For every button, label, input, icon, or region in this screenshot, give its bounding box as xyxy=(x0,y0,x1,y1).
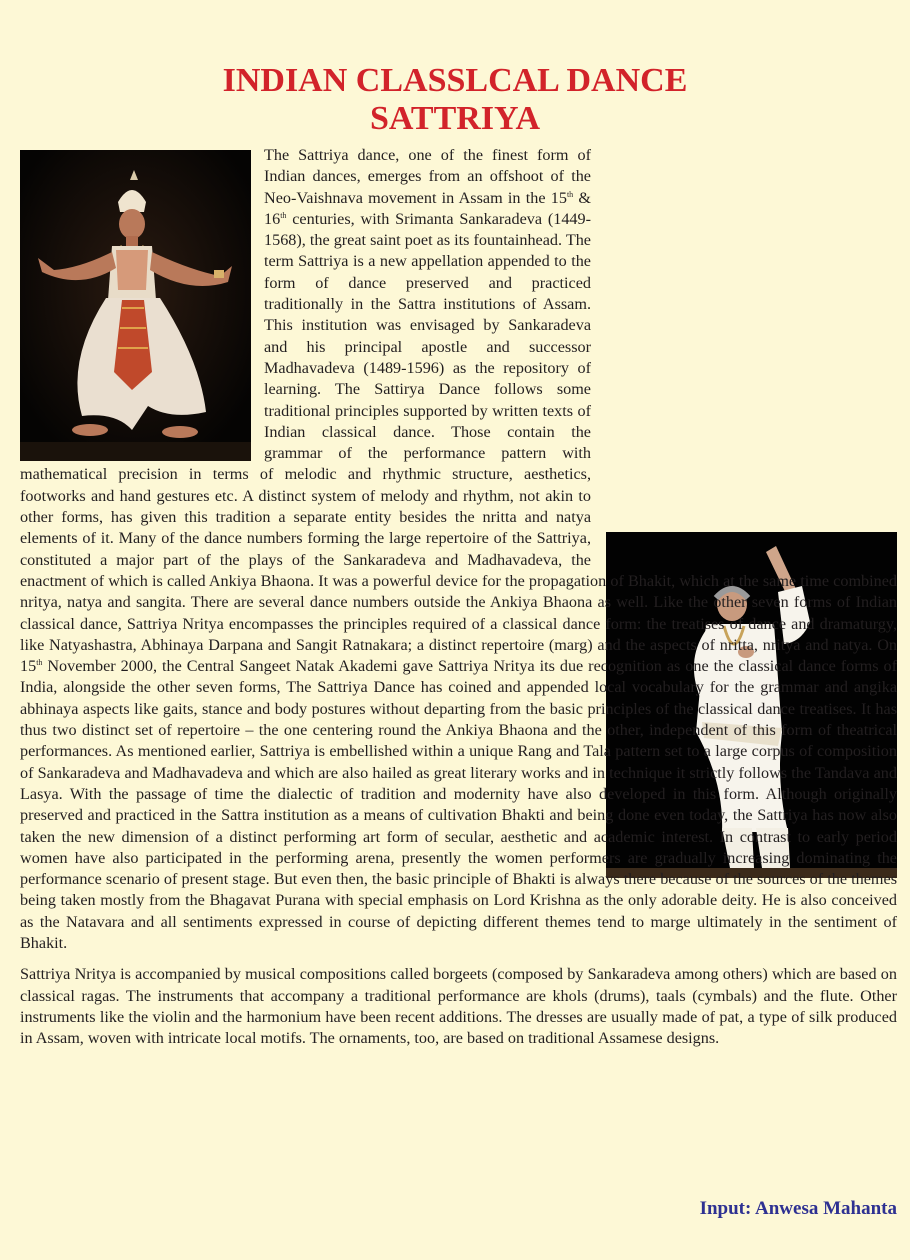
superscript-th: th xyxy=(280,210,287,220)
page-title xyxy=(0,62,910,138)
author-credit: Input: Anwesa Mahanta xyxy=(699,1198,897,1219)
title-line-2: SATTRIYA xyxy=(369,100,541,137)
p1-seg-0: The Sattriya dance, one of the finest form of Indian dances, emerges from an offshoot of the Neo-Vaishnava movement in Assam in the 15 xyxy=(264,146,591,207)
photo-spacer-right xyxy=(591,191,897,553)
paragraph-2: Sattriya Nritya is accompanied by musical compositions called borgeets (composed by Sankaradeva among others) which are based on classical ragas. The instruments that accompany a traditional performance are khols (drums), taals (cymbals) and the flute. Other instruments like the violin and the harmonium have been recent additions. The dresses are usually made of pat, a type of silk produced in Assam, woven with intricate local motifs. The ornaments, too, are based on traditional Assamese designs. xyxy=(20,965,897,1048)
title-line-1: INDIAN CLASSLCAL DANCE xyxy=(222,62,688,99)
p1-seg-4: centuries, with Srimanta Sankaradeva (1449-1568), the great saint poet as its fountainhead. The term Sattriya is a new appellation appended to the form of dance preserved and practiced traditionally in the Sattra institutions of Assam. This institution was envisaged by Sankaradeva and his principal apostle and successor Madhavadeva (1489-1596) as the repository of learning. The Sattirya Dance follows some traditional principles supported by written texts of Indian classical dance. Those contain the grammar of the performance pattern with mathematical precision in terms of melodic and rhythmic structure, aesthetics, footworks and hand gestures etc. A distinct system of melody and rhythm, not akin to other forms, has given this tradition a separate entity besides the nritta and natya elements of it. Many of the dance numbers forming the large repertoire of the Sattriya, constituted a major part of the plays of the Sankaradeva and Madhavadeva, the enactment of which is called Ankiya Bhaona. It was a powerful device for the propagation of Bhakit, which at the same time combined nritya, natya and sangita. There are several dance numbers outside the Ankiya Bhaona as well. Like the other seven forms of Indian classical dance, Sattriya Nritya encompasses the principles required of a classical dance form: the treatises of dance and dramaturgy, like Natyashastra, Abhinaya Darpana and Sangit Ratnakara; a distinct repertoire (marg) and the aspects of nritta, nritya and natya. On 15 xyxy=(20,209,897,676)
superscript-th: th xyxy=(566,189,574,199)
p1-seg-6: November 2000, the Central Sangeet Natak Akademi gave Sattriya Nritya its due recognition as one the classical dance forms of India, alongside the other seven forms, The Sattriya Dance has coined and appended local vocabulary for the grammar and angika abhinaya aspects like gaits, stance and body postures without departing from the basic principles of the classical dance treatises. It has thus two distinct set of repertoire – the one centering round the Ankiya Bhaona and the other, independent of this form of theatrical performances. As mentioned earlier, Sattriya is embellished within a unique Rang and Tala pattern set to a large corpus of composition of Sankaradeva and Madhavadeva and which are also hailed as great literary works and in technique it strictly follows the Tandava and Lasya. With the passage of time the dialectic of tradition and modernity have also developed in this form. Although originally preserved and practiced in the Sattra institution as a means of cultivation Bhakti and being done even today, the Sattriya has now also taken the new dimension of a distinct performing art form of secular, aesthetic and academic interest. In contrast to early period women have also participated in the performing arena, presently the women performers are gradually increasing dominating the performance scenario of present stage. But even then, the basic principle of Bhakti is always there because of the sources of the themes being taken mostly from the Bhagavat Purana with special emphasis on Lord Krishna as the only adorable deity. He is also conceived as the Natavara and all sentiments expressed in course of depicting different themes tend to marge ultimately in the sentiment of Bhakit. xyxy=(20,657,897,952)
photo-spacer-left xyxy=(20,145,264,461)
superscript-th: th xyxy=(36,658,43,668)
article-body xyxy=(20,145,897,1049)
p1-seg-2: & 16 xyxy=(264,188,591,228)
